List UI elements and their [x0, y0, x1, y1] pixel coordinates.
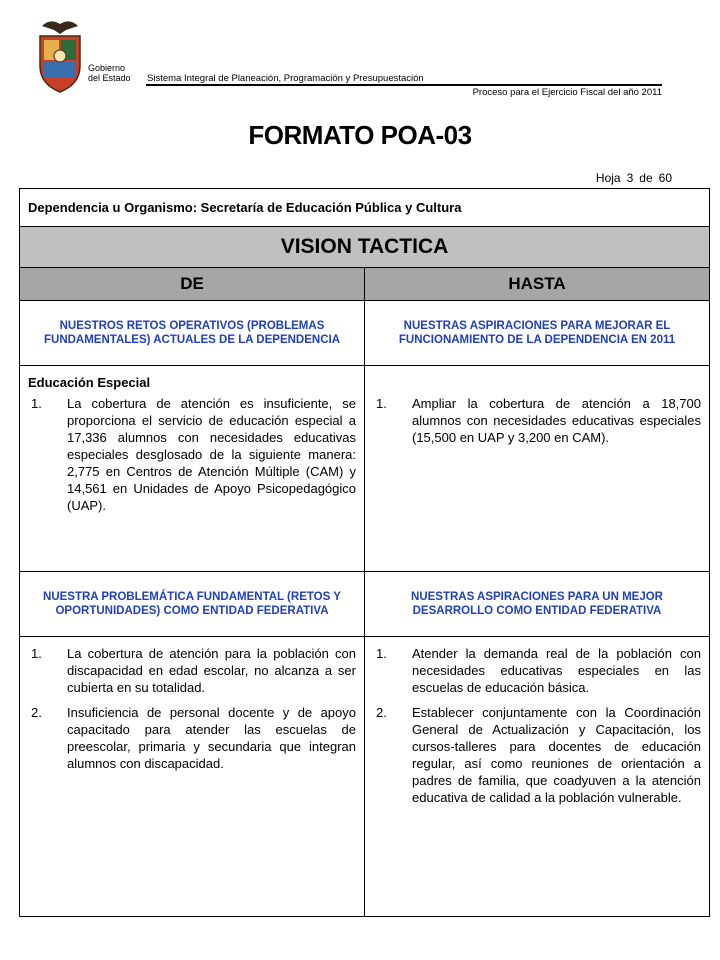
- page-counter: Hoja 3 de 60: [595, 171, 672, 185]
- list-item: 1. Ampliar la cobertura de atención a 18,700 alumnos con necesidades educativas especiales (15,500 en UAP y 3,200 en CAM).: [376, 396, 701, 445]
- list-item: 2. Establecer conjuntamente con la Coordinación General de Actualización y Capacitación, los cursos-talleres para docentes de educación regular, así como reuniones de orientación a padres de familia, que coadyuven a la atención educativa de calidad a la población vulnerable.: [376, 705, 701, 805]
- page-title: FORMATO POA-03: [248, 120, 472, 150]
- state-seal-icon: [36, 18, 84, 94]
- list-item: 2. Insuficiencia de personal docente y de apoyo capacitado para atender las escuelas de preescolar, primaria y secundaria que integran alumnos con discapacidad.: [31, 705, 356, 771]
- aspiraciones-entidad-heading: NUESTRAS ASPIRACIONES PARA UN MEJOR DESARROLLO COMO ENTIDAD FEDERATIVA: [365, 572, 710, 637]
- gobierno-label: Gobierno del Estado: [88, 63, 131, 83]
- aspiraciones-dependencia-heading: NUESTRAS ASPIRACIONES PARA MEJORAR EL FUNCIONAMIENTO DE LA DEPENDENCIA EN 2011: [365, 301, 710, 366]
- column-hasta-header: HASTA: [365, 268, 710, 301]
- problematica-heading: NUESTRA PROBLEMÁTICA FUNDAMENTAL (RETOS Y OPORTUNIDADES) COMO ENTIDAD FEDERATIVA: [20, 572, 365, 637]
- process-label: Proceso para el Ejercicio Fiscal del año 2011: [472, 87, 662, 98]
- retos-operativos-cell: [20, 366, 365, 572]
- aspiraciones-entidad-cell: [365, 637, 710, 917]
- dependencia-row: Dependencia u Organismo: Secretaría de Educación Pública y Cultura: [20, 189, 710, 227]
- retos-operativos-heading: NUESTROS RETOS OPERATIVOS (PROBLEMAS FUNDAMENTALES) ACTUALES DE LA DEPENDENCIA: [20, 301, 365, 366]
- aspiraciones-dependencia-cell: [365, 366, 710, 572]
- column-de-header: DE: [20, 268, 365, 301]
- system-name: Sistema Integral de Planeación, Programación y Presupuestación: [147, 73, 424, 84]
- list-item: 1. La cobertura de atención es insuficiente, se proporciona el servicio de educación especial a 17,336 alumnos con necesidades educativas especiales desglosado de la siguiente manera: 2,775 en Centros de Atención Múltiple (CAM) y 14,561 en Unidades de Apoyo Psicopedagógico (UAP).: [31, 396, 356, 513]
- vision-tactica-header: VISION TACTICA: [20, 227, 710, 268]
- list-item: 1. Atender la demanda real de la población con necesidades educativas especiales en las escuelas de educación básica.: [376, 646, 701, 695]
- problematica-cell: [20, 637, 365, 917]
- poa-table: [19, 188, 710, 917]
- section-title: Educación Especial: [28, 375, 151, 390]
- header-rule: [146, 84, 662, 86]
- list-item: 1. La cobertura de atención para la población con discapacidad en edad escolar, no alcanza a ser cubierta en su totalidad.: [31, 646, 356, 695]
